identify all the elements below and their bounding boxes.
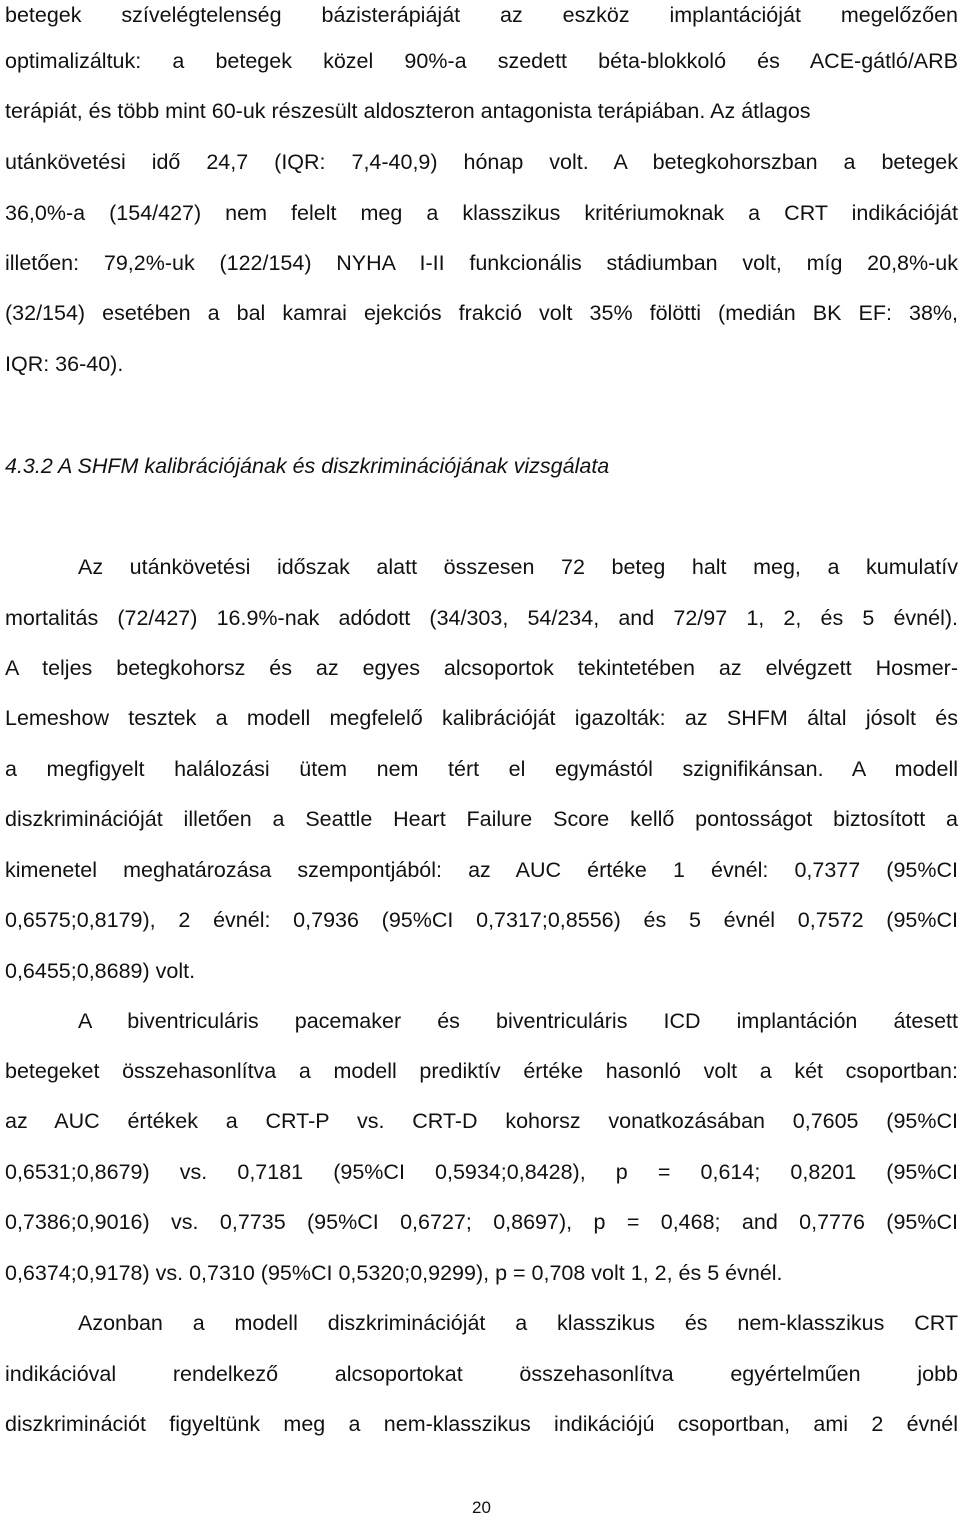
paragraph-1-line: betegek szívelégtelenség bázisterápiáját az eszköz implantációját megelőzően <box>5 3 958 27</box>
paragraph-1-line: 36,0%-a (154/427) nem felelt meg a klasszikus kritériumoknak a CRT indikációját <box>5 201 958 225</box>
paragraph-3-line: 0,7386;0,9016) vs. 0,7735 (95%CI 0,6727; 0,8697), p = 0,468; and 0,7776 (95%CI <box>5 1210 958 1234</box>
paragraph-2-line: a megfigyelt halálozási ütem nem tért el egymástól szignifikánsan. A modell <box>5 757 958 781</box>
paragraph-3-line: 0,6374;0,9178) vs. 0,7310 (95%CI 0,5320;0,9299), p = 0,708 volt 1, 2, és 5 évnél. <box>5 1261 783 1285</box>
paragraph-2-line: 0,6455;0,8689) volt. <box>5 959 196 983</box>
paragraph-2-line: Lemeshow tesztek a modell megfelelő kalibrációját igazolták: az SHFM által jósolt és <box>5 706 958 730</box>
paragraph-2-line: A teljes betegkohorsz és az egyes alcsoportok tekintetében az elvégzett Hosmer- <box>5 656 958 680</box>
page-number: 20 <box>472 1498 491 1517</box>
paragraph-4-line: indikációval rendelkező alcsoportokat összehasonlítva egyértelműen jobb <box>5 1362 958 1386</box>
paragraph-3-line: A biventriculáris pacemaker és biventriculáris ICD implantáción átesett <box>78 1009 958 1033</box>
paragraph-2-line: 0,6575;0,8179), 2 évnél: 0,7936 (95%CI 0,7317;0,8556) és 5 évnél 0,7572 (95%CI <box>5 908 958 932</box>
paragraph-4-line: diszkriminációt figyeltünk meg a nem-klasszikus indikációjú csoportban, ami 2 évnél <box>5 1412 958 1436</box>
paragraph-1-line: (32/154) esetében a bal kamrai ejekciós frakció volt 35% fölötti (medián BK EF: 38%, <box>5 301 958 325</box>
paragraph-4-line: Azonban a modell diszkriminációját a klasszikus és nem-klasszikus CRT <box>78 1311 958 1335</box>
section-heading: 4.3.2 A SHFM kalibrációjának és diszkriminációjának vizsgálata <box>5 454 610 478</box>
paragraph-2-line: kimenetel meghatározása szempontjából: az AUC értéke 1 évnél: 0,7377 (95%CI <box>5 858 958 882</box>
paragraph-1-line: IQR: 36-40). <box>5 352 124 376</box>
paragraph-3-line: az AUC értékek a CRT-P vs. CRT-D kohorsz vonatkozásában 0,7605 (95%CI <box>5 1109 958 1133</box>
paragraph-1-line: illetően: 79,2%-uk (122/154) NYHA I-II funkcionális stádiumban volt, míg 20,8%-uk <box>5 251 958 275</box>
paragraph-2-line: diszkriminációját illetően a Seattle Heart Failure Score kellő pontosságot biztosított a <box>5 807 958 831</box>
paragraph-1-line: terápiát, és több mint 60-uk részesült aldoszteron antagonista terápiában. Az átlagos <box>5 99 811 123</box>
paragraph-1-line: utánkövetési idő 24,7 (IQR: 7,4-40,9) hónap volt. A betegkohorszban a betegek <box>5 150 958 174</box>
paragraph-3-line: betegeket összehasonlítva a modell prediktív értéke hasonló volt a két csoportban: <box>5 1059 958 1083</box>
paragraph-2-line: mortalitás (72/427) 16.9%-nak adódott (34/303, 54/234, and 72/97 1, 2, és 5 évnél). <box>5 606 958 630</box>
paragraph-3-line: 0,6531;0,8679) vs. 0,7181 (95%CI 0,5934;0,8428), p = 0,614; 0,8201 (95%CI <box>5 1160 958 1184</box>
paragraph-1-line: optimalizáltuk: a betegek közel 90%-a szedett béta-blokkoló és ACE-gátló/ARB <box>5 49 958 73</box>
paragraph-2-line: Az utánkövetési időszak alatt összesen 72 beteg halt meg, a kumulatív <box>78 555 958 579</box>
